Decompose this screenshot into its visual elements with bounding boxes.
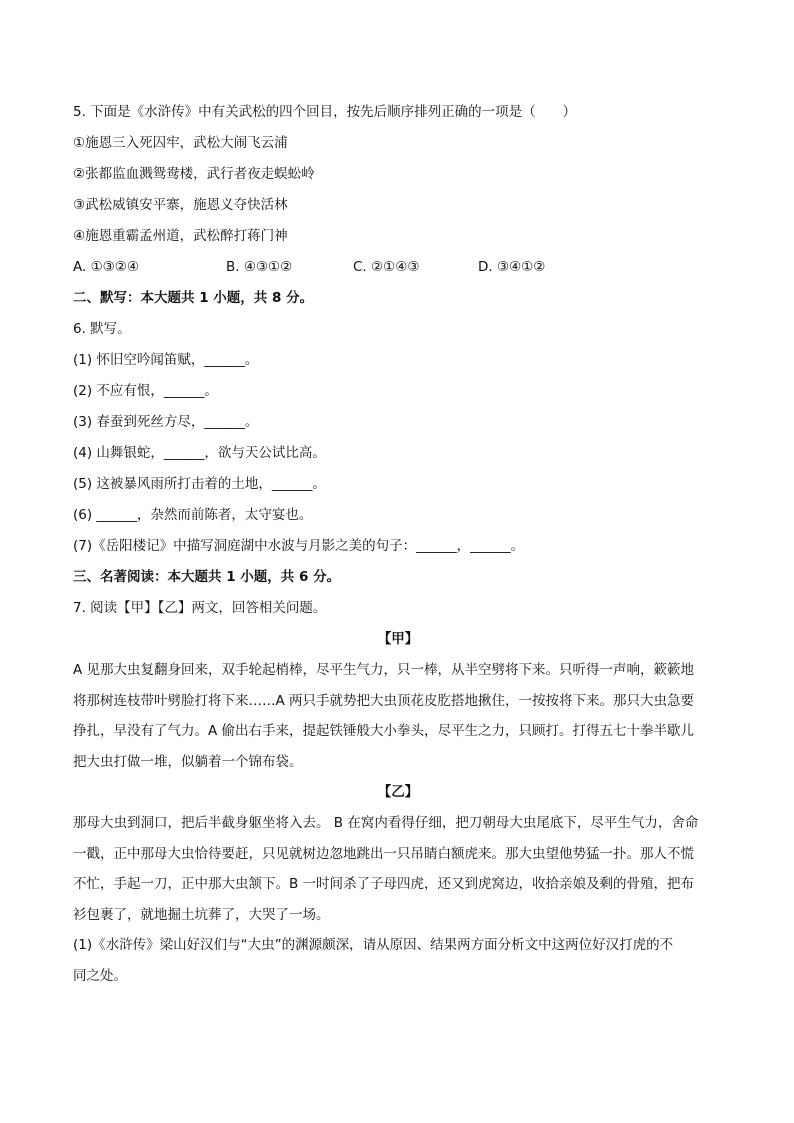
passage-jia-line: 将那树连枝带叶劈脸打将下来……A 两只手就势把大虫顶花皮肐搭地揪住，一按按将下来。那只大虫急要: [73, 692, 695, 709]
q5-item: ④施恩重霸孟州道，武松醉打蒋门神: [73, 228, 288, 244]
passage-yi-line: 那母大虫到洞口，把后半截身躯坐将入去。 B 在窝内看得仔细，把刀朝母大虫尾底下，尽平生气力，舍命: [73, 815, 699, 831]
passage-yi-line: 一戳，正中那母大虫恰待要赶，只见就树边忽地跳出一只吊睛白额虎来。那大虫望他势猛一扑。那人不慌: [73, 845, 694, 862]
passage-yi-line: 不忙，手起一刀，正中那大虫颔下。B 一时间杀了子母四虎，还又到虎窝边，收拾亲娘及剩的骨殖，把布: [73, 876, 695, 892]
q7-sub1-line: 同之处。: [73, 967, 127, 984]
q6-item: (4) 山舞银蛇，______，欲与天公试比高。: [73, 445, 326, 461]
q6-item: (2) 不应有恨，______。: [73, 383, 218, 399]
passage-jia-line: 挣扎，早没有了气力。A 偷出右手来，提起铁锤般大小拳头，尽平生之力，只顾打。打得五七十拳半歇儿: [73, 723, 695, 739]
passage-yi-line: 衫包裹了，就地掘土坑葬了，大哭了一场。: [73, 906, 330, 923]
q5-options: [73, 252, 723, 283]
passage-jia-heading: 【甲】: [377, 631, 419, 647]
q6-item: (7)《岳阳楼记》中描写洞庭湖中水波与月影之美的句子：______，______。: [73, 538, 525, 554]
q6-item: (1) 怀旧空吟闻笛赋，______。: [73, 352, 259, 368]
q5-option-a: A. ①③②④: [73, 259, 139, 275]
section-2-title: 二、默写：本大题共 1 小题，共 8 分。: [73, 290, 314, 306]
q5-option-d: D. ③④①②: [478, 259, 546, 275]
q5-item: ③武松威镇安平寨，施恩义夺快活林: [73, 197, 288, 213]
q5-item: ①施恩三入死囚牢，武松大闹飞云浦: [73, 135, 288, 151]
q5-stem: 5. 下面是《水浒传》中有关武松的四个回目，按先后顺序排列正确的一项是（ ）: [73, 104, 577, 120]
q6-item: (6) ______，杂然而前陈者，太守宴也。: [73, 507, 313, 523]
q5-item: ②张都监血溅鸳鸯楼，武行者夜走蜈蚣岭: [73, 166, 315, 182]
q7-sub1-line: (1)《水浒传》梁山好汉们与“大虫”的渊源颇深，请从原因、结果两方面分析文中这两位好汉打虎的不: [73, 937, 674, 953]
q5-option-c: C. ②①④③: [353, 259, 420, 275]
passage-yi-heading: 【乙】: [377, 784, 419, 800]
q6-stem: 6. 默写。: [73, 321, 131, 337]
q5-option-b: B. ④③①②: [226, 259, 293, 275]
q6-item: (3) 春蚕到死丝方尽，______。: [73, 414, 259, 430]
q7-stem: 7. 阅读【甲】【乙】两文，回答相关问题。: [73, 600, 327, 616]
section-3-title: 三、名著阅读：本大题共 1 小题，共 6 分。: [73, 569, 341, 585]
q6-item: (5) 这被暴风雨所打击着的土地，______。: [73, 476, 326, 492]
passage-jia-line: 把大虫打做一堆，似躺着一个锦布袋。: [73, 753, 303, 770]
passage-jia-line: A 见那大虫复翻身回来，双手轮起梢棒，尽平生气力，只一棒，从半空劈将下来。只听得一声响，簌簌地: [73, 662, 695, 678]
document-content: [73, 97, 723, 991]
